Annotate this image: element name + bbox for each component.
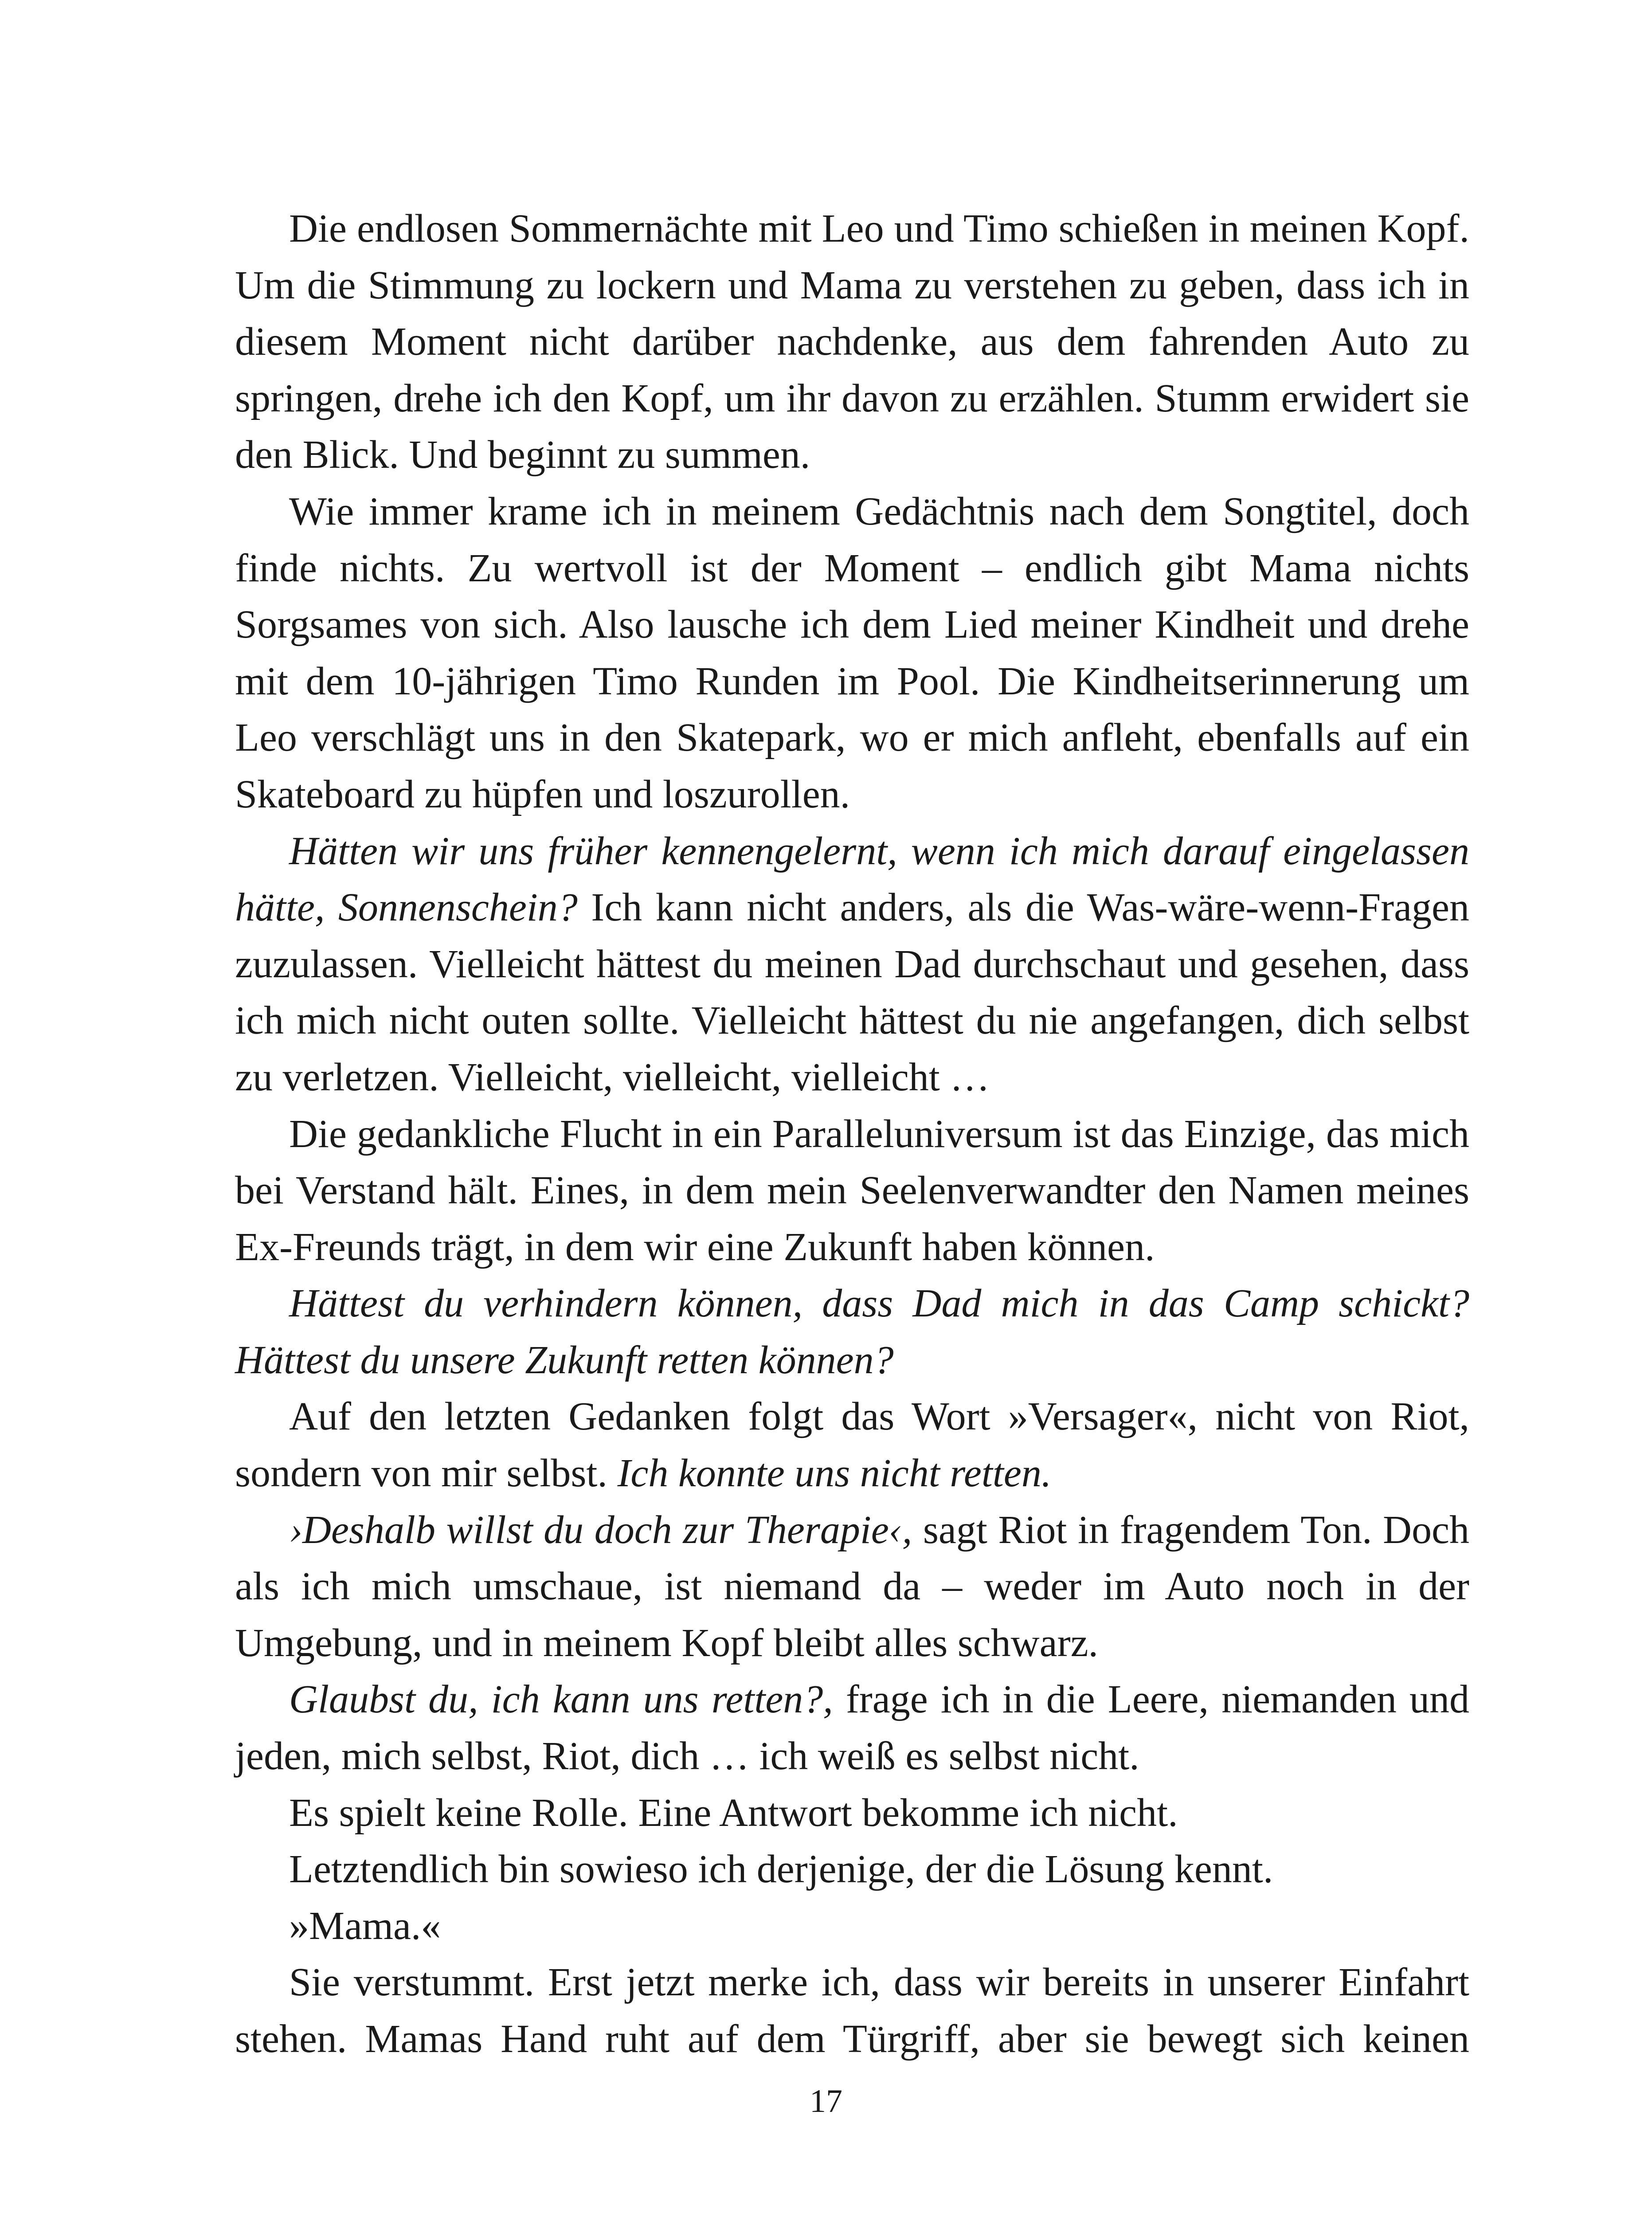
paragraph [235,200,1469,483]
paragraph [235,1841,1469,1898]
text-run: sagt Riot in fragendem Ton. Doch als ich mich umschaue, ist niemand da – weder im Auto noch in der Umgebung, und in meinem Kopf bleibt alles schwarz. [235,1508,1470,1665]
text-run: Wie immer krame ich in meinem Gedächtnis nach dem Songtitel, doch finde nichts. Zu wertvoll ist der Moment – endlich gibt Mama nichts Sorgsames von sich. Also lausche ich dem Lied meiner Kindheit und drehe mit dem 10-jährigen Timo Runden im Pool. Die Kindheitserinnerung um Leo verschlägt uns in den Skatepark, wo er mich anfleht, ebenfalls auf ein Skateboard zu hüpfen und loszurollen. [235,489,1469,816]
text-run: »Mama.« [289,1904,441,1948]
text-run: Es spielt keine Rolle. Eine Antwort bekomme ich nicht. [289,1790,1178,1835]
paragraph [235,1954,1469,2067]
paragraph [235,1898,1469,1955]
body-text [235,200,1469,2068]
text-run: Letztendlich bin sowieso ich derjenige, der die Lösung kennt. [289,1847,1273,1892]
italic-text: Hättest du verhindern können, dass Dad mich in das Camp schickt? Hättest du unsere Zukunft retten können? [235,1281,1469,1382]
text-run: Die endlosen Sommernächte mit Leo und Timo schießen in meinen Kopf. Um die Stimmung zu lockern und Mama zu verstehen zu geben, dass ich in diesem Moment nicht darüber nachdenke, aus dem fahrenden Auto zu springen, drehe ich den Kopf, um ihr davon zu erzählen. Stumm erwidert sie den Blick. Und beginnt zu summen. [235,207,1469,477]
paragraph [235,1106,1469,1276]
paragraph [235,1275,1469,1388]
paragraph [235,823,1469,1106]
text-run: Auf den letzten Gedanken folgt das Wort »Versager«, nicht von Riot, sondern von mir selbst. [235,1394,1469,1496]
italic-text: Ich konnte uns nicht retten. [617,1451,1052,1496]
italic-text: Glaubst du, ich kann uns retten?, [289,1677,833,1722]
paragraph [235,1502,1469,1672]
text-run: Sie verstummt. Erst jetzt merke ich, dass wir bereits in unserer Einfahrt stehen. Mamas Hand ruht auf dem Türgriff, aber sie bewegt sich keinen [235,1960,1469,2061]
paragraph [235,1388,1469,1501]
text-run: Die gedankliche Flucht in ein Paralleluniversum ist das Einzige, das mich bei Verstand hält. Eines, in dem mein Seelenverwandter den Namen meines Ex-Freunds trägt, in dem wir eine Zukunft haben können. [235,1112,1469,1269]
italic-text: ›Deshalb willst du doch zur Therapie‹, [289,1508,912,1552]
text-run: frage ich in die Leere, niemanden und jeden, mich selbst, Riot, dich … ich weiß es selbst nicht. [235,1677,1469,1778]
paragraph [235,1671,1469,1784]
italic-text: Hätten wir uns früher kennengelernt, wenn ich mich darauf eingelassen hätte, Sonnenschein? [235,829,1469,930]
paragraph [235,1785,1469,1841]
paragraph [235,483,1469,823]
page-number: 17 [810,2083,842,2119]
text-run: Ich kann nicht anders, als die Was-wäre-wenn-Fragen zuzulassen. Vielleicht hättest du meinen Dad durchschaut und gesehen, dass ich mich nicht outen sollte. Vielleicht hättest du nie angefangen, dich selbst zu verletzen. Vielleicht, vielleicht, vielleicht … [235,885,1469,1099]
